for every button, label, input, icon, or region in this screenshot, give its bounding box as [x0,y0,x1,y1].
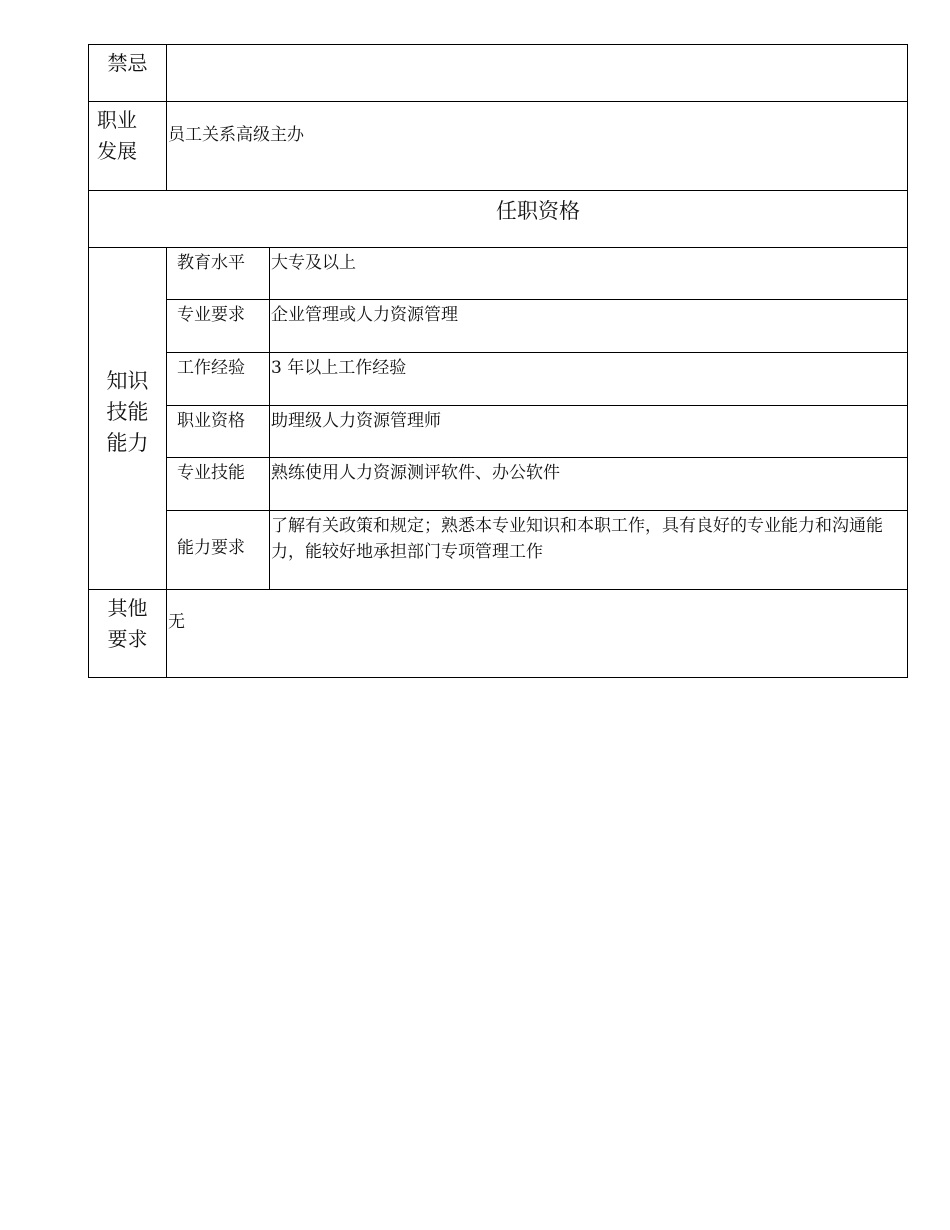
education-label: 教育水平 [167,248,270,300]
ability-label: 能力要求 [167,511,270,590]
table-row [89,458,908,511]
table-row [89,300,908,353]
skills-value: 熟练使用人力资源测评软件、办公软件 [270,458,908,511]
skills-label: 专业技能 [167,458,270,511]
skills-group-label: 知识 技能 能力 [89,248,167,590]
table-row [89,406,908,458]
major-label: 专业要求 [167,300,270,353]
section-title-row [89,191,908,248]
ability-value: 了解有关政策和规定；熟悉本专业知识和本职工作，具有良好的专业能力和沟通能力，能较好地承担部门专项管理工作 [270,511,908,590]
taboo-row [89,45,908,102]
major-value: 企业管理或人力资源管理 [270,300,908,353]
other-label: 其他 要求 [89,590,167,678]
taboo-value [167,45,908,102]
experience-label: 工作经验 [167,353,270,406]
experience-value: 3 年以上工作经验 [270,353,908,406]
table-row [89,353,908,406]
career-row [89,102,908,191]
table-row [89,511,908,590]
career-label: 职业 发展 [89,102,167,191]
qualification-label: 职业资格 [167,406,270,458]
taboo-label: 禁忌 [89,45,167,102]
career-value: 员工关系高级主办 [167,102,908,191]
other-row [89,590,908,678]
section-title: 任职资格 [89,191,908,248]
other-value: 无 [167,590,908,678]
table-row [89,248,908,300]
job-qualification-table [88,44,908,678]
qualification-value: 助理级人力资源管理师 [270,406,908,458]
education-value: 大专及以上 [270,248,908,300]
